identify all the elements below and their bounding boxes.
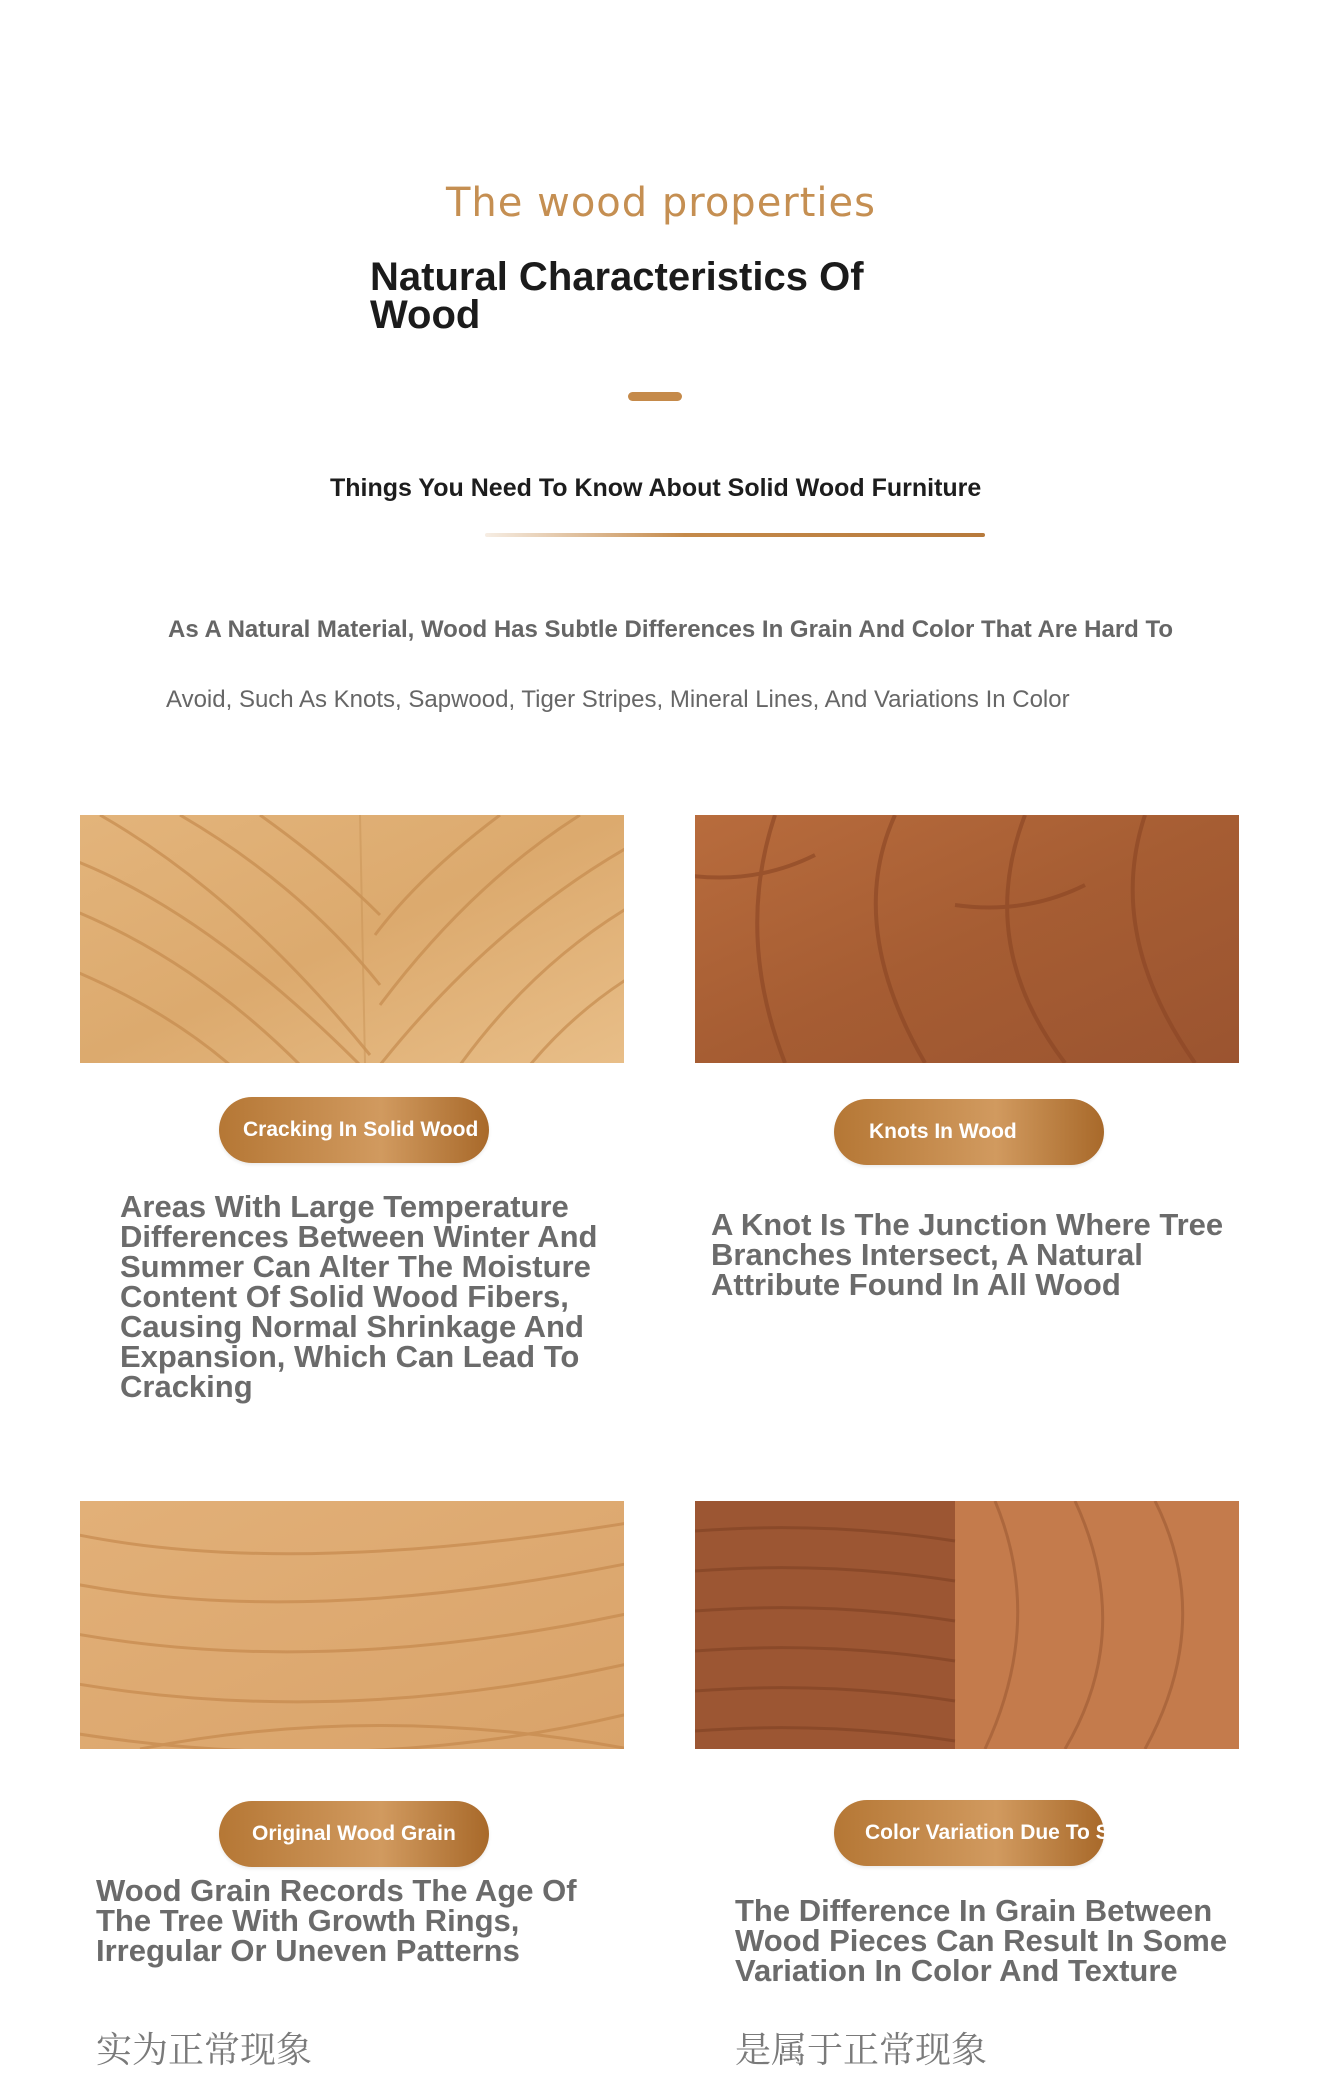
color-variation-label-pill [834,1800,1178,1866]
knots-label-pill [834,1099,1104,1165]
original-grain-label-pill [219,1801,489,1867]
color-variation-description: The Difference In Grain Between Wood Pieces Can Result In Some Variation In Color And Texture [735,1893,1228,1988]
intro-line-1: As A Natural Material, Wood Has Subtle Differences In Grain And Color That Are Hard To [168,616,1174,643]
section-kicker: The wood properties [446,180,876,226]
color-variation-note: 是属于正常现象 [735,2030,988,2071]
cracking-label: Cracking In Solid Wood [243,1118,479,1141]
cracking-wood-image [80,815,624,1063]
original-grain-description: Wood Grain Records The Age Of The Tree With Growth Rings, Irregular Or Uneven Patterns [96,1873,577,1968]
original-grain-label: Original Wood Grain [252,1822,456,1845]
cracking-label-pill [219,1097,489,1163]
knots-label: Knots In Wood [869,1120,1017,1143]
cracking-description: Areas With Large Temperature Differences Between Winter And Summer Can Alter The Moisture Content Of Solid Wood Fibers, Causing Normal Shrinkage And Expansion, Which Can Lead To Cracking [120,1189,598,1404]
color-variation-image [695,1501,1239,1749]
color-variation-label: Color Variation Due To Splicing [865,1821,1178,1844]
knots-description: A Knot Is The Junction Where Tree Branches Intersect, A Natural Attribute Found In All Wood [711,1207,1224,1302]
intro-line-2: Avoid, Such As Knots, Sapwood, Tiger Stripes, Mineral Lines, And Variations In Color [166,686,1070,713]
original-grain-note: 实为正常现象 [96,2030,313,2071]
page-title: Natural Characteristics Of Wood [370,255,864,337]
section-subtitle: Things You Need To Know About Solid Wood Furniture [330,474,982,502]
original-grain-image [80,1501,624,1749]
knots-wood-image [695,815,1239,1063]
subtitle-underline [485,533,985,537]
title-divider [628,392,682,401]
